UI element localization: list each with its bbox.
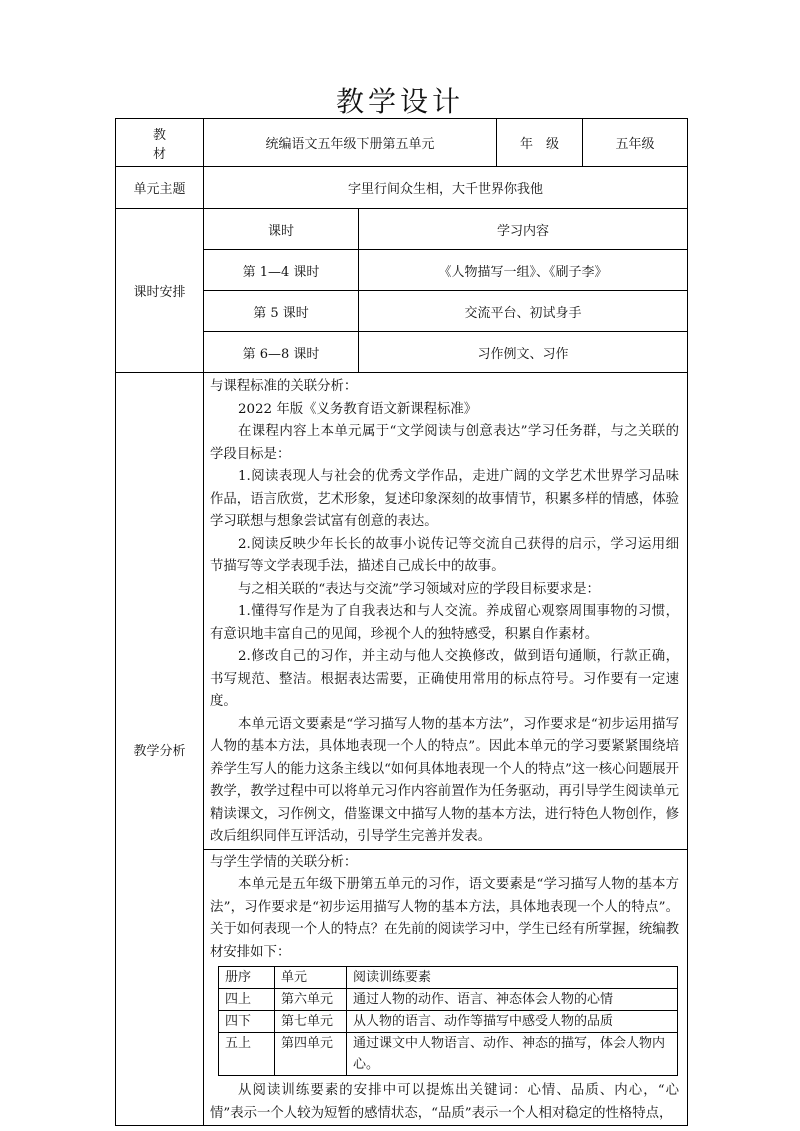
grade-label: 年 级 (497, 119, 583, 167)
student-paragraph: 本单元是五年级下册第五单元的习作，语文要素是“学习描写人物的基本方法”，习作要求是“初步运用描写人物的基本方法，具体地表现一个人的特点”。关于如何表现一个人的特点？在先前的阅读学习中，学生已经有所掌握，统编教材安排如下： (210, 877, 680, 960)
material-row (116, 119, 688, 167)
inner-cell: 通过人物的动作、语言、神态体会人物的心情 (347, 989, 678, 1011)
grade-value: 五年级 (583, 119, 688, 167)
inner-table-header (219, 967, 678, 989)
analysis-label: 教学分析 (116, 373, 204, 1126)
inner-cell: 第六单元 (275, 989, 347, 1011)
inner-header-cell: 单元 (275, 967, 347, 989)
document-title: 教学设计 (335, 85, 464, 118)
analysis-paragraph: 2022 年版《义务教育语文新课程标准》 (238, 401, 478, 417)
lesson-design-table (115, 118, 688, 1126)
schedule-header-row (116, 209, 688, 250)
closing-paragraph: 从阅读训练要素的安排中可以提炼出关键词：心情、品质、内心，“心情”表示一个人较为短暂的感情状态，“品质”表示一个人相对稳定的性格特点， (210, 1083, 680, 1121)
analysis-row (116, 373, 688, 1126)
analysis-paragraph: 在课程内容上本单元属于“文学阅读与创意表达”学习任务群，与之关联的学段目标是： (210, 424, 680, 462)
training-elements-table (218, 966, 678, 1076)
schedule-col-period: 课时 (204, 209, 359, 250)
inner-table-row (219, 1011, 678, 1033)
student-heading: 与学生学情的关联分析： (210, 854, 358, 870)
analysis-paragraph: 1.阅读表现人与社会的优秀文学作品，走进广阔的文学艺术世界学习品味作品，语言欣赏，艺术形象，复述印象深刻的故事情节，积累多样的情感，体验学习联想与想象尝试富有创意的表达。 (210, 469, 680, 529)
theme-label: 单元主题 (116, 167, 204, 209)
inner-cell: 五上 (219, 1033, 275, 1076)
inner-table-row (219, 1033, 678, 1076)
schedule-col-content: 学习内容 (359, 209, 688, 250)
inner-table-row (219, 989, 678, 1011)
inner-cell: 从人物的语言、动作等描写中感受人物的品质 (347, 1011, 678, 1033)
analysis-paragraph: 2.阅读反映少年长长的故事小说传记等交流自己获得的启示，学习运用细节描写等文学表现手法，描述自己成长中的故事。 (210, 536, 680, 574)
inner-header-cell: 阅读训练要素 (347, 967, 678, 989)
schedule-content: 《人物描写一组》、《刷子李》 (359, 250, 688, 291)
material-label: 教 材 (116, 119, 204, 167)
schedule-content: 交流平台、初试身手 (359, 291, 688, 332)
analysis-paragraph: 本单元语文要素是“学习描写人物的基本方法”，习作要求是“初步运用描写人物的基本方法，具体地表现一个人的特点”。因此本单元的学习要紧紧围绕培养学生写人的能力这条主线以“如何具体地表现一个人的特点”这一核心问题展开教学，教学过程中可以将单元习作内容前置作为任务驱动，再引导学生阅读单元精读课文，习作例文，借鉴课文中描写人物的基本方法，进行特色人物创作，修改后组织同伴互评活动，引导学生完善并发表。 (210, 716, 680, 844)
schedule-period: 第 5 课时 (204, 291, 359, 332)
analysis-content (204, 373, 688, 1126)
inner-header-cell: 册序 (219, 967, 275, 989)
inner-cell: 第七单元 (275, 1011, 347, 1033)
theme-value: 字里行间众生相，大千世界你我他 (204, 167, 688, 209)
material-value: 统编语文五年级下册第五单元 (204, 119, 497, 167)
standard-heading: 与课程标准的关联分析： (210, 379, 358, 394)
analysis-paragraph: 与之相关联的“表达与交流”学习领域对应的学段目标要求是： (238, 581, 600, 597)
schedule-period: 第 6—8 课时 (204, 332, 359, 373)
inner-cell: 四上 (219, 989, 275, 1011)
inner-cell: 第四单元 (275, 1033, 347, 1076)
theme-row (116, 167, 688, 209)
inner-cell: 通过课文中人物语言、动作、神态的描写，体会人物内心。 (347, 1033, 678, 1076)
inner-cell: 四下 (219, 1011, 275, 1033)
schedule-content: 习作例文、习作 (359, 332, 688, 373)
analysis-paragraph: 1.懂得写作是为了自我表达和与人交流。养成留心观察周围事物的习惯，有意识地丰富自己的见闻，珍视个人的独特感受，积累自作素材。 (210, 604, 680, 642)
schedule-period: 第 1—4 课时 (204, 250, 359, 291)
schedule-label: 课时安排 (116, 209, 204, 373)
student-analysis-section (204, 849, 687, 1126)
analysis-paragraph: 2.修改自己的习作，并主动与他人交换修改，做到语句通顺，行款正确，书写规范、整洁。根据表达需要，正确使用常用的标点符号。习作要有一定速度。 (210, 649, 680, 709)
